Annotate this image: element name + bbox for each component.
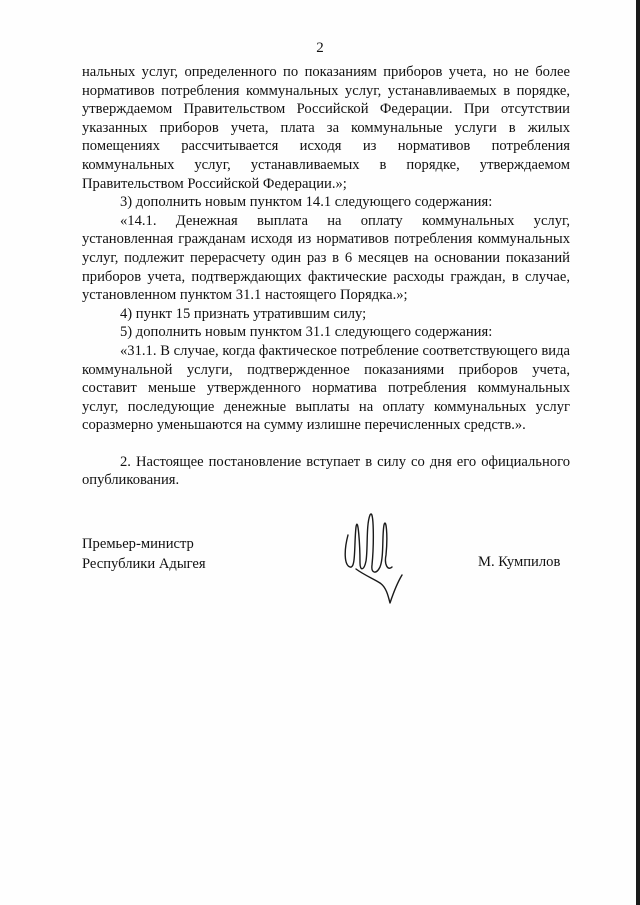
scan-edge bbox=[636, 0, 640, 905]
paragraph-item-4: 4) пункт 15 признать утратившим силу; bbox=[120, 305, 367, 322]
signatory-position bbox=[82, 534, 206, 574]
paragraph-item-5: 5) дополнить новым пунктом 31.1 следующего содержания: bbox=[120, 324, 493, 341]
signatory-region: Республики Адыгея bbox=[82, 556, 206, 572]
paragraph-continuation: нальных услуг, определенного по показаниям приборов учета, но не более нормативов потребления коммунальных услуг, устанавливаемых в порядке, утверждаемом Правительством Российской Федерации. При отсутствии указанных приборов учета, плата за коммунальные услуги в жилых помещениях рассчитывается исходя из нормативов потребления коммунальных услуг, устанавливаемых в порядке, утверждаемом Правительством Российской Федерации.»; bbox=[82, 64, 570, 192]
signatory-title: Премьер-министр bbox=[82, 536, 194, 552]
document-body bbox=[82, 63, 570, 490]
paragraph-quote-14-1: «14.1. Денежная выплата на оплату коммунальных услуг, установленная гражданам исходя из нормативов потребления коммунальных услуг, подлежит перерасчету один раз в 6 месяцев на основании показаний приборов учета, подтверждающих фактические расходы граждан, в случае, установленном пунктом 31.1 настоящего Порядка.»; bbox=[82, 212, 570, 304]
page-number: 2 bbox=[316, 40, 324, 56]
signatory-name: М. Кумпилов bbox=[478, 554, 561, 570]
paragraph-quote-31-1: «31.1. В случае, когда фактическое потребление соответствующего вида коммунальной услуги, подтвержденное показаниями приборов учета, составит меньше утвержденного норматива потребления коммунальных услуг, последующие денежные выплаты на оплату коммунальных услуг соразмерно уменьшаются на сумму излишне перечисленных средств.». bbox=[82, 342, 570, 434]
handwritten-signature bbox=[330, 505, 410, 610]
paragraph-item-3: 3) дополнить новым пунктом 14.1 следующего содержания: bbox=[120, 194, 493, 211]
paragraph-effective-date: 2. Настоящее постановление вступает в силу со дня его официального опубликования. bbox=[82, 453, 570, 489]
